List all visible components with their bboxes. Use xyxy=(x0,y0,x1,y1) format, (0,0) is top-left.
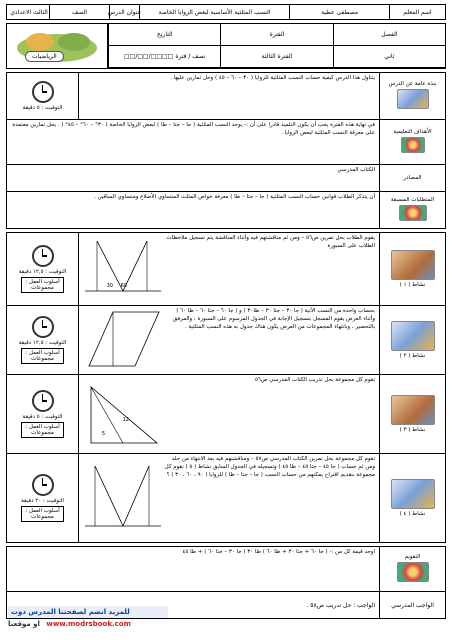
info-table xyxy=(108,23,446,69)
clock-icon xyxy=(32,390,54,412)
resources-body: الكتاب المدرسي xyxy=(337,167,375,173)
subject-logo xyxy=(6,23,108,69)
resources-label: المصادر xyxy=(379,165,445,191)
overview-row xyxy=(6,72,446,120)
activity-1-label: نشاط ( ١ ) xyxy=(379,233,445,305)
logo-url: www.modrsbook.com xyxy=(46,620,131,628)
prereq-row xyxy=(6,191,446,229)
homework-body: الواجب : حل تدريب ص٥٨ . xyxy=(306,601,375,609)
overview-body: يتناول هذا الدرس كيفية حساب النسب المثلثية للزوايا ( ٣٠ – ٦٠ – ٤٥ ) وحل تمارين عليها . xyxy=(170,75,375,81)
lesson-label: عنوان الدرس xyxy=(109,5,139,19)
date-label: التاريخ xyxy=(108,23,221,46)
activity-2-meta: التوقيت : ١٢,٥ دقيقة أسلوب العمل : مجموعات xyxy=(7,306,79,374)
fig3-side-label: 12 xyxy=(122,417,129,423)
prereq-body: أن يتذكر الطلاب قوانين حساب النسب المثلثية ( جا – جتا – ظا ) معرفة خواص المثلث المتساوي الأضلاع ومتساوي الساقين . xyxy=(94,194,375,200)
activity-3-figure xyxy=(83,377,163,451)
clock-icon xyxy=(32,81,54,103)
activity-2-label: نشاط ( ٢ ) xyxy=(379,306,445,374)
teacher-label: اسم المعلم xyxy=(389,5,445,19)
activity-3-row xyxy=(6,374,446,454)
fig1-angle-label: 60 xyxy=(120,283,127,289)
semester-value: ثاني xyxy=(333,45,446,68)
activity-3-body: تقوم كل مجموعة بحل تدريب الكتاب المدرسي ص٥٦ 5 12 xyxy=(79,375,379,453)
evaluation-body: اوجد قيمة كل من :- ( جا ٦٠ + جتا ٣٠ + ظا ٦٠ ) ظا ٣٠ ( جا ٣٠ – جتا ٦٠ ) + ظا ٤٥ xyxy=(182,549,375,555)
lesson-title: النسب المثلثية الأساسية لبعض الزوايا الخاصة xyxy=(139,5,289,19)
subject-badge: الرياضيات xyxy=(25,51,64,62)
evaluation-row xyxy=(6,546,446,592)
activity-4-meta: التوقيت : ٢٠ دقيقة أسلوب العمل : مجموعات xyxy=(7,454,79,542)
date-value: نصف / فترة □□□□/□□/□□ xyxy=(108,45,221,68)
evaluation-label: التقويم xyxy=(379,547,445,591)
method-box: أسلوب العمل : مجموعات xyxy=(21,277,64,293)
activity-2-picture xyxy=(391,321,435,351)
activity-4-figure xyxy=(83,456,163,540)
activity-3-label: نشاط ( ٣ ) xyxy=(379,375,445,453)
logo-line3: او موقعنا xyxy=(8,620,40,628)
prereq-picture xyxy=(399,205,427,221)
fig1-angle-label: 30 xyxy=(106,283,113,289)
overview-time: التوقيت : ٥ دقيقة xyxy=(7,73,79,119)
activity-4-label: نشاط ( ٤ ) xyxy=(379,454,445,542)
period-value: الفترة الثالثة xyxy=(220,45,333,68)
target-icon xyxy=(401,137,425,153)
teacher-name: مصطفى عطية xyxy=(289,5,389,19)
homework-label: الواجب المدرسي xyxy=(379,592,445,618)
clock-icon xyxy=(32,474,54,496)
activity-4-row xyxy=(6,453,446,543)
clock-icon xyxy=(32,245,54,267)
grade-label: الصف xyxy=(49,5,109,19)
method-box: أسلوب العمل : مجموعات xyxy=(21,422,64,438)
header-bar xyxy=(6,4,446,20)
activity-1-body: يقوم الطلاب بحل تمرين ص٥٦ – ومن ثم مناقشتهم فيه وأثناء المناقشة يتم تسجيل ملاحظات الطلاب على السبورة 30 60 xyxy=(79,233,379,305)
resources-row xyxy=(6,164,446,192)
objectives-row xyxy=(6,119,446,165)
activity-4-body: تقوم كل مجموعة بحل تمرين الكتاب المدرسي ص٥٧ – ومناقشتهم فيه بعد الانتهاء من حله ومن ثم حساب ( جا ٤٥ – جتا ٤٥ – ظا ٤٥ ) وتسجيله في الجدول السابق نشاط ( ٥ ) نقوم كل مجموعة بتقديم اقتراح يمكنهم من حساب النسب ( جا – جتا – ظا ) للزوايا ( ٩٠ ، ٦٠ ، ٣٠ ) ؟ xyxy=(79,454,379,542)
activity-2-row xyxy=(6,305,446,375)
method-box: أسلوب العمل : مجموعات xyxy=(21,348,64,364)
evaluation-picture xyxy=(397,562,429,582)
semester-label: الفصل xyxy=(333,23,446,46)
objectives-body: في نهاية هذه الفترة يجب أن يكون التلميذ قادرا على أن :- يوجد النسب المثلثية ( جا – جتا – ظا ) لبعض الزوايا الخاصة ( ٣٠° – ٦٠° – ٤٥° ) . يحل تمارين معتمدة على معرفة النسب المثلثية لبعض الزوايا . xyxy=(12,122,375,136)
grade-value: الثالث الاعدادي xyxy=(10,8,48,16)
activity-3-picture xyxy=(391,395,435,425)
overview-label: نبذة عامة عن الدرس xyxy=(379,73,445,119)
activity-4-picture xyxy=(391,479,435,509)
activity-1-figure xyxy=(83,235,163,303)
activity-1-meta: التوقيت : ١٢,٥ دقيقة أسلوب العمل : مجموعات xyxy=(7,233,79,305)
activity-1-row xyxy=(6,232,446,306)
activity-3-meta: التوقيت : ٥ دقيقة أسلوب العمل : مجموعات xyxy=(7,375,79,453)
prereq-label: المتطلبات المسبقة xyxy=(379,192,445,228)
site-logo xyxy=(8,606,168,634)
objectives-label: الأهداف التعليمية xyxy=(379,120,445,164)
clock-icon xyxy=(32,316,54,338)
overview-picture xyxy=(397,89,429,109)
period-label: الفترة xyxy=(220,23,333,46)
activity-1-picture xyxy=(391,250,435,280)
info-row xyxy=(6,23,446,69)
activity-2-body: بحساب واحدة من النسب الآتية ( جا ٣٠ – جتا ٣٠ – ظا٣٠ ) و ( جا ٦٠ – جتا ٦٠ – ظا ٦٠ ) وأثناء العرض يقوم المسجل بتسجيل الإجابة في الجدول المرسوم على السبورة ، والمرفق بالتحضير ، وبانتهاء المجموعات من العرض يكون هناك جدول به هذه النسب المثلثية . xyxy=(79,306,379,374)
logo-line1: للمزيد انضم لصفحتنا المدرس دوت xyxy=(8,606,168,618)
fig3-side-label: 5 xyxy=(101,431,105,437)
activity-2-figure xyxy=(83,308,163,372)
method-box: أسلوب العمل : مجموعات xyxy=(21,506,64,522)
